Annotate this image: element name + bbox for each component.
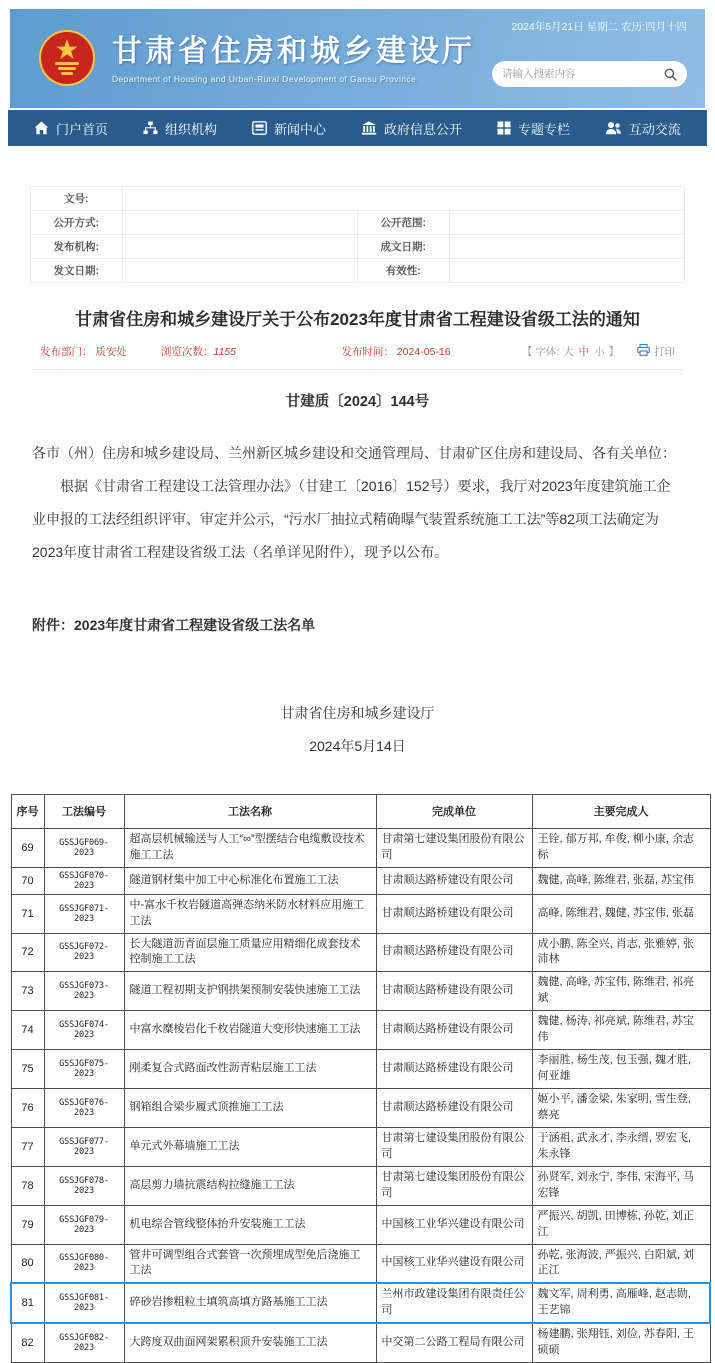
search-icon[interactable] xyxy=(664,68,677,81)
works-cell-no: 77 xyxy=(11,1127,44,1166)
attachment-line: 附件：2023年度甘肃省工程建设省级工法名单 xyxy=(32,616,316,633)
site-title: 甘肃省住房和城乡建设厅 xyxy=(112,35,475,68)
works-cell-no: 69 xyxy=(11,828,44,867)
date-line: 2024年5月21日 星期二 农历:四月十四 xyxy=(511,21,687,33)
doc-meta-value-open-scope xyxy=(449,211,684,235)
works-cell-code: GSSJGF080-2023 xyxy=(44,1244,124,1283)
publish-time: 发布时间： 2024-05-16 xyxy=(341,346,451,358)
nav-item-label: 组织机构 xyxy=(164,121,217,137)
works-cell-no: 72 xyxy=(11,933,44,972)
doc-meta-label-issuer: 发布机构: xyxy=(31,235,123,259)
works-cell-code: GSSJGF072-2023 xyxy=(44,933,124,972)
works-cell-code: GSSJGF071-2023 xyxy=(44,894,124,933)
works-cell-name: 碎砂岩掺粗粒土填筑高填方路基施工工法 xyxy=(124,1283,376,1323)
works-cell-code: GSSJGF074-2023 xyxy=(44,1011,124,1050)
article-body xyxy=(32,437,683,569)
works-row xyxy=(11,867,710,894)
works-col-header-4: 主要完成人 xyxy=(532,794,710,828)
salutation: 各市（州）住房和城乡建设局、兰州新区城乡建设和交通管理局、甘肃矿区住房和建设局、各有关单位： xyxy=(32,445,676,461)
article-title: 甘肃省住房和城乡建设厅关于公布2023年度甘肃省工程建设省级工法的通知 xyxy=(75,310,640,329)
doc-meta-value-issue-date xyxy=(122,259,357,283)
works-row xyxy=(11,1205,710,1244)
works-cell-code: GSSJGF079-2023 xyxy=(44,1205,124,1244)
nav-item-gov-info[interactable] xyxy=(361,119,462,138)
works-cell-no: 78 xyxy=(11,1166,44,1205)
doc-meta-label-issue-date: 发文日期: xyxy=(31,259,123,283)
works-table-wrap xyxy=(10,794,705,1363)
works-cell-name: 中-富水千枚岩隧道高弹态纳米防水材料应用施工工法 xyxy=(124,894,376,933)
works-cell-no: 76 xyxy=(11,1089,44,1128)
works-cell-no: 74 xyxy=(11,1011,44,1050)
people-icon xyxy=(605,121,622,135)
nav-item-label: 政府信息公开 xyxy=(383,121,462,137)
works-cell-people: 高峰, 陈维君, 魏健, 苏宝伟, 张磊 xyxy=(532,894,710,933)
works-row-highlighted xyxy=(11,1283,710,1323)
works-cell-unit: 甘肃第七建设集团股份有限公司 xyxy=(376,828,532,867)
works-cell-name: 刚柔复合式路面改性沥青粘层施工工法 xyxy=(124,1050,376,1089)
works-cell-unit: 中国核工业华兴建设有限公司 xyxy=(376,1205,532,1244)
works-row xyxy=(11,1089,710,1128)
nav-item-label: 新闻中心 xyxy=(273,121,326,137)
works-cell-code: GSSJGF073-2023 xyxy=(44,972,124,1011)
works-row xyxy=(11,1323,710,1362)
works-cell-no: 79 xyxy=(11,1205,44,1244)
doc-meta-value-open-mode xyxy=(122,211,357,235)
works-cell-people: 李丽胜, 杨生茂, 包玉强, 魏才胜, 何亚雄 xyxy=(532,1050,710,1089)
works-cell-people: 于涵祖, 武永才, 李永缙, 罗宏飞, 朱永锋 xyxy=(532,1127,710,1166)
national-emblem-icon xyxy=(38,29,96,87)
works-row xyxy=(11,1011,710,1050)
works-cell-people: 魏文军, 周利勇, 高雁峰, 赵志勋, 王艺锦 xyxy=(532,1283,710,1323)
works-cell-unit: 甘肃第七建设集团股份有限公司 xyxy=(376,1166,532,1205)
site-subtitle-en: Department of Housing and Urban-Rural Development of Gansu Province xyxy=(112,74,417,84)
works-table xyxy=(10,794,711,1363)
signer-name: 甘肃省住房和城乡建设厅 xyxy=(280,704,435,721)
search-input[interactable] xyxy=(502,68,664,80)
works-cell-unit: 甘肃顺达路桥建设有限公司 xyxy=(376,867,532,894)
works-cell-people: 成小鹏, 陈全兴, 肖志, 张雅婷, 张沛林 xyxy=(532,933,710,972)
home-icon xyxy=(34,121,49,135)
works-row xyxy=(11,933,710,972)
works-cell-code: GSSJGF082-2023 xyxy=(44,1323,124,1362)
works-col-header-1: 工法编号 xyxy=(44,794,124,828)
doc-meta-label-written-date: 成文日期: xyxy=(357,235,449,259)
works-cell-code: GSSJGF075-2023 xyxy=(44,1050,124,1089)
printer-icon xyxy=(637,344,650,359)
signature-block xyxy=(32,697,683,764)
nav-item-news-center[interactable] xyxy=(252,119,326,138)
works-cell-no: 70 xyxy=(11,867,44,894)
works-cell-code: GSSJGF070-2023 xyxy=(44,867,124,894)
main-nav xyxy=(8,110,707,146)
nav-item-interaction[interactable] xyxy=(605,119,681,138)
works-col-header-0: 序号 xyxy=(11,794,44,828)
works-cell-people: 姬小平, 潘金梁, 朱家明, 雪生登, 蔡亮 xyxy=(532,1089,710,1128)
works-cell-no: 73 xyxy=(11,972,44,1011)
doc-meta-label-validity: 有效性: xyxy=(357,259,449,283)
works-cell-no: 81 xyxy=(11,1283,44,1323)
works-cell-name: 隧道钢材集中加工中心标准化布置施工工法 xyxy=(124,867,376,894)
works-cell-people: 王铨, 郁万邦, 牟俊, 柳小康, 余志标 xyxy=(532,828,710,867)
works-cell-code: GSSJGF076-2023 xyxy=(44,1089,124,1128)
works-cell-people: 魏健, 高峰, 苏宝伟, 陈维君, 祁亮斌 xyxy=(532,972,710,1011)
search-box[interactable] xyxy=(492,61,687,87)
nav-item-organization[interactable] xyxy=(143,119,217,138)
print-button[interactable] xyxy=(637,344,675,359)
body-paragraph: 根据《甘肃省工程建设工法管理办法》（甘建工〔2016〕152号）要求，我厅对2023年度建筑施工企业申报的工法经组织评审、审定并公示，“污水厂抽拉式精确曝气装置系统施工工法”等82项工法确定为2023年度甘肃省工程建设省级工法（名单详见附件），现予以公布。 xyxy=(32,477,671,560)
works-cell-name: 大跨度双曲面网架累积顶升安装施工工法 xyxy=(124,1323,376,1362)
works-cell-unit: 中国核工业华兴建设有限公司 xyxy=(376,1244,532,1283)
works-cell-people: 孙乾, 张海波, 严振兴, 白阳斌, 刘正江 xyxy=(532,1244,710,1283)
doc-meta-value-docno xyxy=(122,187,684,211)
doc-meta-label-open-mode: 公开方式: xyxy=(31,211,123,235)
doc-meta-label-open-scope: 公开范围: xyxy=(357,211,449,235)
publish-dept: 发布部门： 质安处 xyxy=(40,346,127,358)
works-row xyxy=(11,1244,710,1283)
nav-item-topics[interactable] xyxy=(497,119,570,138)
works-cell-unit: 兰州市政建设集团有限责任公司 xyxy=(376,1283,532,1323)
works-cell-name: 机电综合管线整体抬升安装施工工法 xyxy=(124,1205,376,1244)
site-header-banner xyxy=(10,9,705,108)
article xyxy=(8,305,707,764)
nav-item-label: 专题专栏 xyxy=(517,121,570,137)
works-table-header-row xyxy=(11,794,710,828)
doc-meta-value-issuer xyxy=(122,235,357,259)
doc-meta-table xyxy=(30,186,685,283)
works-cell-code: GSSJGF081-2023 xyxy=(44,1283,124,1323)
view-count-number: 1155 xyxy=(213,346,237,358)
nav-item-label: 互动交流 xyxy=(628,121,681,137)
doc-meta-value-validity xyxy=(449,259,684,283)
works-cell-unit: 中交第二公路工程局有限公司 xyxy=(376,1323,532,1362)
works-row xyxy=(11,1127,710,1166)
works-cell-unit: 甘肃顺达路桥建设有限公司 xyxy=(376,972,532,1011)
works-cell-name: 隧道工程初期支护钢拱架预制安装快速施工工法 xyxy=(124,972,376,1011)
works-cell-unit: 甘肃顺达路桥建设有限公司 xyxy=(376,894,532,933)
doc-meta-value-written-date xyxy=(449,235,684,259)
works-cell-no: 80 xyxy=(11,1244,44,1283)
doc-meta-label-docno: 文号: xyxy=(31,187,123,211)
works-cell-code: GSSJGF069-2023 xyxy=(44,828,124,867)
works-cell-name: 超高层机械输送与人工“∞”型摆结合电缆敷设技术施工工法 xyxy=(124,828,376,867)
grid-icon xyxy=(497,121,511,135)
works-col-header-2: 工法名称 xyxy=(124,794,376,828)
works-cell-no: 82 xyxy=(11,1323,44,1362)
works-cell-unit: 甘肃顺达路桥建设有限公司 xyxy=(376,1050,532,1089)
font-size-small-button[interactable]: 小 xyxy=(594,346,605,358)
works-cell-name: 中富水糜棱岩化千枚岩隧道大变形快速施工工法 xyxy=(124,1011,376,1050)
works-cell-code: GSSJGF077-2023 xyxy=(44,1127,124,1166)
org-chart-icon xyxy=(143,121,158,135)
works-cell-name: 管井可调型组合式套管一次预埋成型免后浇施工工法 xyxy=(124,1244,376,1283)
works-cell-name: 高层剪力墙抗震结构拉缝施工工法 xyxy=(124,1166,376,1205)
nav-item-portal-home[interactable] xyxy=(34,119,108,138)
works-cell-people: 魏健, 杨涛, 祁亮斌, 陈维君, 苏宝伟 xyxy=(532,1011,710,1050)
works-row xyxy=(11,972,710,1011)
font-size-medium-button[interactable]: 中 xyxy=(578,346,590,358)
works-cell-no: 75 xyxy=(11,1050,44,1089)
works-cell-people: 孙贤军, 刘永宁, 李伟, 宋海平, 马宏锋 xyxy=(532,1166,710,1205)
works-cell-people: 严振兴, 胡凯, 田博栋, 孙乾, 刘正江 xyxy=(532,1205,710,1244)
works-col-header-3: 完成单位 xyxy=(376,794,532,828)
works-cell-no: 71 xyxy=(11,894,44,933)
works-cell-code: GSSJGF078-2023 xyxy=(44,1166,124,1205)
works-cell-unit: 甘肃第七建设集团股份有限公司 xyxy=(376,1127,532,1166)
font-size-widget: 【 字体: 大 中 小 】 xyxy=(521,346,619,358)
gov-building-icon xyxy=(361,121,377,135)
works-row xyxy=(11,828,710,867)
font-size-large-button[interactable]: 大 xyxy=(563,346,574,358)
nav-item-label: 门户首页 xyxy=(56,121,109,137)
article-meta-bar xyxy=(32,344,683,370)
works-row xyxy=(11,1166,710,1205)
works-cell-unit: 甘肃顺达路桥建设有限公司 xyxy=(376,1089,532,1128)
sign-date: 2024年5月14日 xyxy=(309,738,406,755)
works-cell-name: 钢箱组合梁步履式顶推施工工法 xyxy=(124,1089,376,1128)
works-row xyxy=(11,894,710,933)
print-label: 打印 xyxy=(654,346,675,358)
works-cell-unit: 甘肃顺达路桥建设有限公司 xyxy=(376,1011,532,1050)
works-cell-unit: 甘肃顺达路桥建设有限公司 xyxy=(376,933,532,972)
works-cell-people: 魏健, 高峰, 陈维君, 张磊, 苏宝伟 xyxy=(532,867,710,894)
works-cell-people: 杨建鹏, 张翔钰, 刘俭, 苏春阳, 王硕硕 xyxy=(532,1323,710,1362)
works-cell-name: 单元式外幕墙施工工法 xyxy=(124,1127,376,1166)
works-row xyxy=(11,1050,710,1089)
doc-number: 甘建质〔2024〕144号 xyxy=(285,394,430,410)
works-cell-name: 长大隧道沥青面层施工质量应用精细化成套技术控制施工工法 xyxy=(124,933,376,972)
view-count: 浏览次数：1155 xyxy=(160,346,237,358)
news-icon xyxy=(252,121,267,135)
works-table-body xyxy=(11,828,710,1362)
